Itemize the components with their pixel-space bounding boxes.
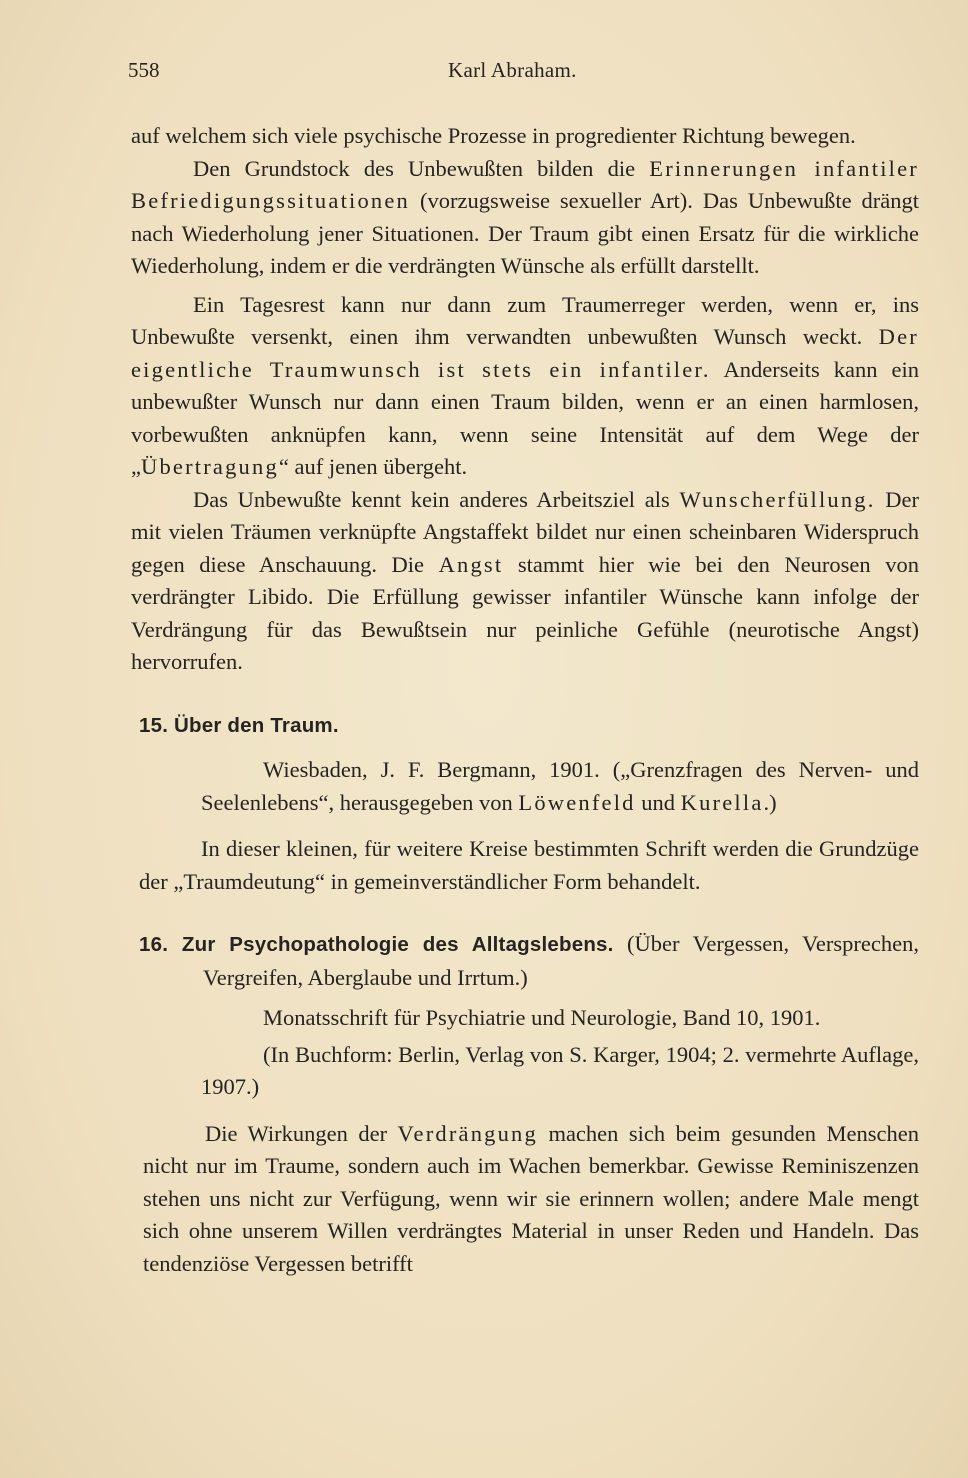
citation: Monatsschrift für Psychiatrie und Neurologie, Band 10, 1901.: [263, 1005, 821, 1030]
spaced-emphasis: Erinnerungen infantiler Befriedigungssituationen: [131, 155, 919, 213]
page-header: [128, 58, 918, 88]
citation: (In Buchform: Berlin, Verlag von S. Karger, 1904; 2. vermehrte Auflage, 1907.): [201, 1041, 919, 1099]
section-16: [131, 928, 919, 1280]
section-15: [131, 709, 919, 899]
spaced-emphasis: Der eigentliche Traumwunsch ist stets ein infantiler.: [131, 324, 919, 382]
main-text: [131, 120, 919, 1280]
spaced-emphasis: Angst: [438, 551, 504, 577]
paragraph-continuation: auf welchem sich viele psychische Prozesse in progredienter Richtung bewegen.: [131, 123, 856, 148]
page-number: 558: [128, 58, 160, 82]
section-body: In dieser kleinen, für weitere Kreise bestimmten Schrift werden die Grundzüge der „Traumdeutung“ in gemeinverständlicher Form behandelt.: [139, 836, 919, 894]
paragraph-tagesrest: Ein Tagesrest kann nur dann zum Traumerreger werden, wenn er, ins Unbewußte versenkt, einen ihm verwandten unbewußten Wunsch weckt. Der eigentliche Traumwunsch ist stets ein infantiler. Anderseits kann ein unbewußter Wunsch nur dann einen Traum bilden, wenn er an einen harmlosen, vorbewußten anknüpfen kann, wenn seine Intensität auf dem Wege der „Übertragung“ auf jenen übergeht.: [131, 291, 919, 479]
spaced-emphasis: Wunscherfüllung.: [679, 486, 876, 512]
section-heading: 15. Über den Traum.: [139, 713, 339, 737]
paragraph-unbewusste: Das Unbewußte kennt kein anderes Arbeitsziel als Wunscherfüllung. Der mit vielen Träumen verknüpfte Angstaffekt bildet nur einen scheinbaren Widerspruch gegen diese Anschauung. Die Angst stammt hier wie bei den Neurosen von verdrängter Libido. Die Erfüllung gewisser infantiler Wünsche kann infolge der Verdrängung für das Bewußtsein nur peinliche Gefühle (neurotische Angst) hervorrufen.: [131, 486, 919, 674]
section-body: Die Wirkungen der Verdrängung machen sich beim gesunden Menschen nicht nur im Traume, sondern auch im Wachen bemerkbar. Gewisse Reminiszenzen stehen uns nicht zur Verfügung, wenn wir sie erinnern wollen; andere Male mengt sich ohne unserem Willen verdrängtes Material in unser Reden und Handeln. Das tendenziöse Vergessen betrifft: [143, 1120, 919, 1276]
running-head: Karl Abraham.: [448, 58, 577, 82]
section-heading: 16. Zur Psychopathologie des Alltagslebens. (Über Vergessen, Versprechen, Vergreifen, Aberglaube und Irrtum.): [139, 931, 919, 990]
paragraph-grundstock: Den Grundstock des Unbewußten bilden die Erinnerungen infantiler Befriedigungssituationen (vorzugsweise sexueller Art). Das Unbewußte drängt nach Wiederholung jener Situationen. Der Traum gibt einen Ersatz für die wirkliche Wiederholung, indem er die verdrängten Wünsche als erfüllt darstellt.: [131, 155, 919, 278]
spaced-emphasis: Übertragung: [141, 454, 279, 479]
citation: Wiesbaden, J. F. Bergmann, 1901. („Grenzfragen des Nerven- und Seelenlebens“, herausgegeben von Löwenfeld und Kurella.): [201, 757, 919, 815]
